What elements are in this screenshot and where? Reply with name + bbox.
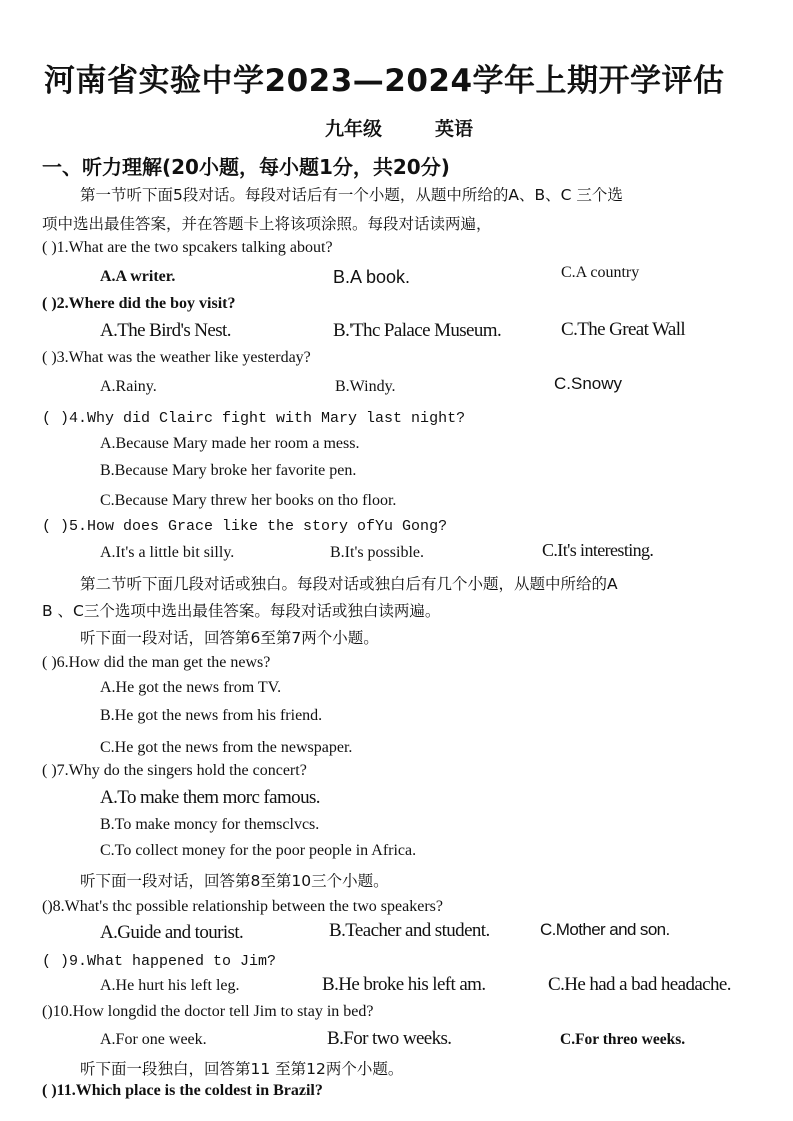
option-c: C.Because Mary threw her books on tho floor.: [100, 492, 397, 509]
question-stem: ()8.What's thc possible relationship between the two speakers?: [42, 898, 443, 915]
option-b: B.Windy.: [335, 378, 396, 395]
option-c: C.A country: [561, 264, 640, 281]
question-stem: ( )1.What are the two spcakers talking about?: [42, 239, 333, 256]
question-stem: ( )5.How does Grace like the story ofYu Gong?: [42, 518, 448, 535]
option-b: B.It's possible.: [330, 544, 424, 561]
option-c: C.He got the news from the newspaper.: [100, 739, 353, 756]
option-a: A.Rainy.: [100, 378, 157, 395]
option-c: C.To collect money for the poor people in Africa.: [100, 842, 417, 859]
option-b: B.He broke his left am.: [322, 974, 486, 995]
option-b: B.'Thc Palace Museum.: [333, 320, 502, 341]
listening-note: 听下面一段对话，回答第8至第10三个小题。: [80, 872, 389, 890]
option-b: B.Teacher and student.: [329, 920, 490, 941]
option-a: A.The Bird's Nest.: [100, 320, 231, 341]
question-stem: ( )11.Which place is the coldest in Brazil?: [42, 1082, 323, 1099]
option-a: A.He got the news from TV.: [100, 679, 282, 696]
part2-intro-line1: 第二节听下面几段对话或独白。每段对话或独白后有几个小题，从题中所给的A: [80, 575, 618, 593]
part1-intro-line2: 项中选出最佳答案，并在答题卡上将该项涂照。每段对话读两遍，: [42, 215, 492, 233]
listening-note: 听下面一段独白，回答第11 至第12两个小题。: [80, 1060, 404, 1078]
option-a: A.Guide and tourist.: [100, 922, 244, 943]
listening-note: 听下面一段对话，回答第6至第7两个小题。: [80, 629, 379, 647]
option-b: B.He got the news from his friend.: [100, 707, 323, 724]
page-title: 河南省实验中学2023—2024学年上期开学评估: [44, 63, 725, 99]
grade-label: 九年级: [325, 118, 383, 140]
option-b: B.To make moncy for themsclvcs.: [100, 816, 320, 833]
option-a: A.Because Mary made her room a mess.: [100, 435, 360, 452]
subject-label: 英语: [435, 118, 474, 140]
option-c: C.For threo weeks.: [560, 1031, 686, 1048]
question-stem: ( )6.How did the man get the news?: [42, 654, 271, 671]
option-c: C.Mother and son.: [540, 920, 670, 939]
question-stem: ( )2.Where did the boy visit?: [42, 295, 236, 312]
option-a: A.It's a little bit silly.: [100, 544, 235, 561]
question-stem: ( )4.Why did Clairc fight with Mary last night?: [42, 410, 466, 427]
option-c: C.He had a bad headache.: [548, 974, 731, 995]
option-b: B.Because Mary broke her favorite pen.: [100, 462, 357, 479]
option-c: C.Snowy: [554, 374, 623, 393]
option-a: A.To make them morc famous.: [100, 787, 320, 808]
option-c: C.The Great Wall: [561, 319, 686, 340]
option-c: C.It's interesting.: [542, 540, 654, 560]
section-heading: 一、听力理解(20小题，每小题1分，共20分): [42, 155, 450, 179]
question-stem: ( )9.What happened to Jim?: [42, 953, 277, 970]
part1-intro-line1: 第一节听下面5段对话。每段对话后有一个小题，从题中所给的A、B、C 三个选: [80, 186, 623, 204]
option-a: A.A writer.: [100, 268, 176, 285]
option-a: A.For one week.: [100, 1031, 207, 1048]
option-b: B.For two weeks.: [327, 1028, 452, 1049]
part2-intro-line2: B 、C三个选项中选出最佳答案。每段对话或独白读两遍。: [42, 602, 441, 620]
question-stem: ( )7.Why do the singers hold the concert?: [42, 762, 307, 779]
option-b: B.A book.: [333, 267, 411, 287]
option-a: A.He hurt his left leg.: [100, 977, 240, 994]
question-stem: ()10.How longdid the doctor tell Jim to stay in bed?: [42, 1003, 374, 1020]
question-stem: ( )3.What was the weather like yesterday?: [42, 349, 311, 366]
